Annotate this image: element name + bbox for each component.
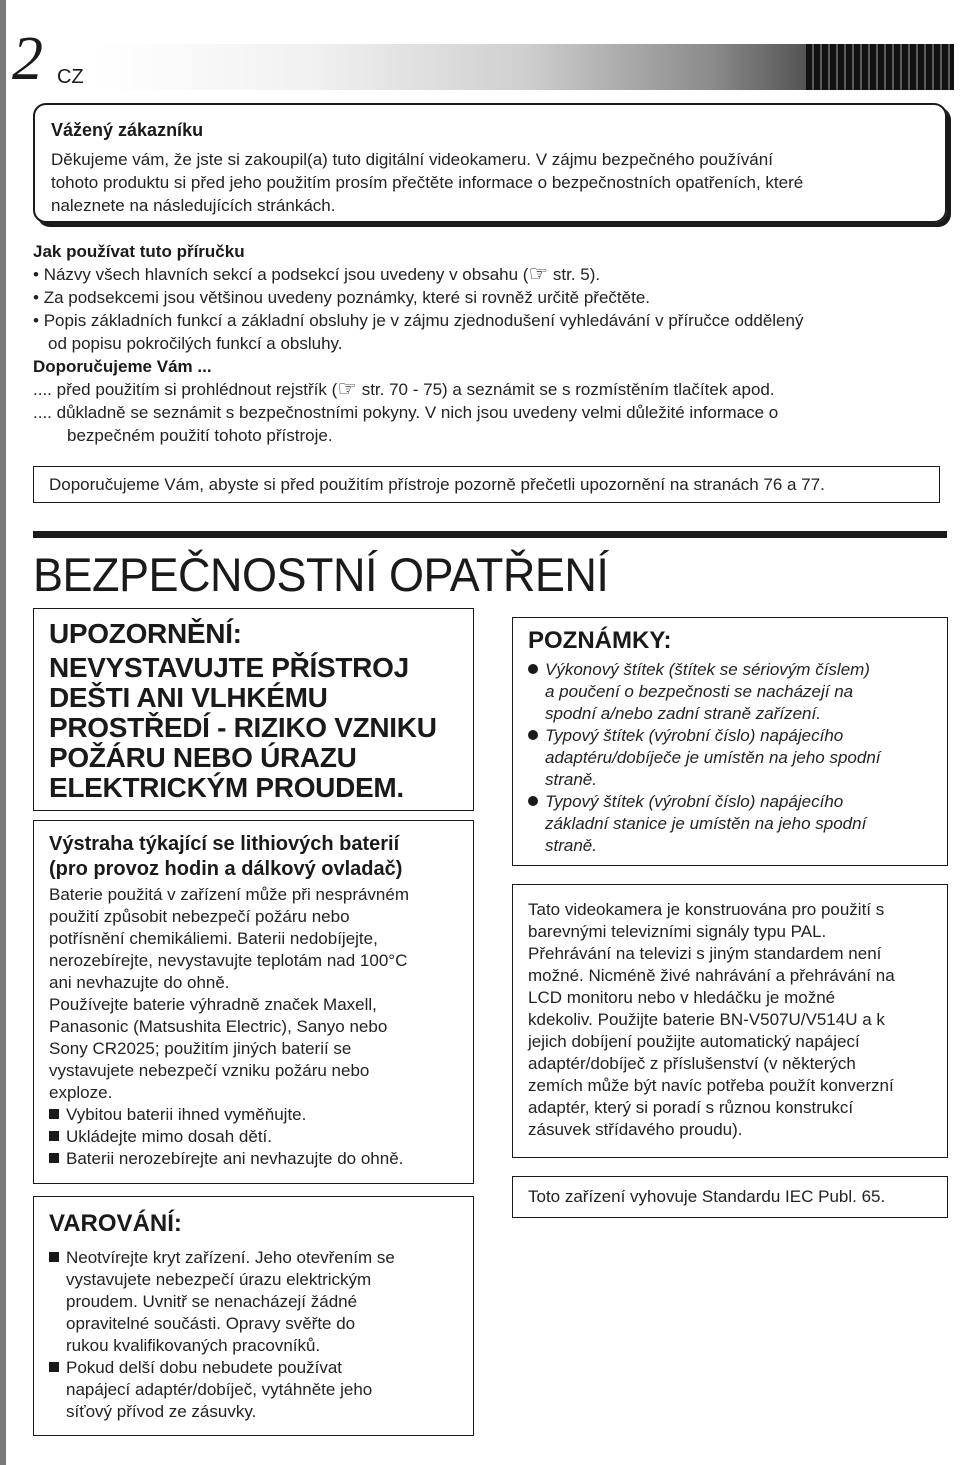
note-box: Doporučujeme Vám, abyste si před použitím přístroje pozorně přečetli upozornění na stranách 76 a 77. [33, 466, 940, 503]
welcome-line: Děkujeme vám, že jste si zakoupil(a) tuto digitální videokameru. V zájmu bezpečného používání [51, 150, 773, 169]
howto-bullet: • Názvy všech hlavních sekcí a podsekcí jsou uvedeny v obsahu (☞ str. 5). [33, 261, 601, 286]
battery-item: Vybitou baterii ihned vyměňujte. [49, 1104, 473, 1126]
varovani-title: VAROVÁNÍ: [49, 1210, 182, 1237]
battery-item: Ukládejte mimo dosah dětí. [49, 1126, 473, 1148]
welcome-line: tohoto produktu si před jeho použitím prosím přečtěte informace o bezpečnostních opatřeních, které [51, 173, 804, 192]
welcome-box [33, 103, 947, 223]
poznamky-item: Výkonový štítek (štítek se sériovým číslem) a poučení o bezpečnosti se nacházejí na spodní a/nebo zadní straně zařízení. [528, 659, 947, 725]
language-code: CZ [57, 66, 84, 88]
pal-line: jejich dobíjení použijte automatický napájecí [528, 1032, 860, 1051]
warning-line: POŽÁRU NEBO ÚRAZU [49, 742, 357, 773]
warning-heading: UPOZORNĚNÍ: [49, 618, 242, 649]
square-bullet-icon [49, 1252, 59, 1262]
battery-title: Výstraha týkající se lithiových baterií [49, 833, 400, 855]
pal-line: zásuvek střídavého proudu). [528, 1120, 743, 1139]
hand-pointer-icon: ☞ [528, 261, 549, 286]
header-stripes [806, 44, 954, 90]
poznamky-title: POZNÁMKY: [528, 627, 672, 654]
varovani-box [33, 1196, 474, 1436]
battery-box [33, 820, 474, 1184]
howto-bullet: • Popis základních funkcí a základní obsluhy je v zájmu zjednodušení vyhledávání v příručce oddělený od popisu pokročilých funkcí a obsluhy. [33, 311, 804, 353]
battery-item: Baterii nerozebírejte ani nevhazujte do ohně. [49, 1148, 473, 1170]
page-number: 2 [12, 25, 43, 93]
warning-box [33, 608, 474, 811]
dot-bullet-icon [528, 796, 538, 806]
pal-line: barevnými televizními signály typu PAL. [528, 922, 827, 941]
warning-line: DEŠTI ANI VLHKÉMU [49, 682, 328, 713]
pal-line: Tato videokamera je konstruována pro použití s [528, 900, 885, 919]
battery-text: Baterie použitá v zařízení může při nesprávném použití způsobit nebezpečí požáru nebo potřísnění chemikáliemi. Baterii nedobíjejte, nerozebírejte, nevystavujte teplotám nad 100°C ani nevhazujte do ohně. Používejte baterie výhradně značek Maxell, Panasonic (Matsushita Electric), Sanyo nebo Sony CR2025; použitím jiných baterií se vystavujete nebezpečí vzniku požáru nebo exploze. [49, 885, 410, 1102]
poznamky-box [512, 617, 948, 866]
iec-box: Toto zařízení vyhovuje Standardu IEC Publ. 65. [512, 1176, 948, 1218]
welcome-title: Vážený zákazníku [51, 120, 204, 140]
hand-pointer-icon: ☞ [337, 376, 357, 401]
recommend-item: .... před použitím si prohlédnout rejstřík (☞ str. 70 - 75) a seznámit se s rozmístěním tlačítek apod. [33, 376, 775, 401]
section-rule [33, 531, 947, 538]
square-bullet-icon [49, 1109, 59, 1119]
welcome-line: naleznete na následujících stránkách. [51, 196, 336, 215]
howto-section [33, 240, 947, 447]
dot-bullet-icon [528, 730, 538, 740]
howto-title: Jak používat tuto příručku [33, 242, 245, 261]
varovani-item: Pokud delší dobu nebudete používat napájecí adaptér/dobíječ, vytáhněte jeho síťový přívod ze zásuvky. [49, 1357, 473, 1423]
left-edge-bar [0, 0, 6, 1465]
poznamky-item: Typový štítek (výrobní číslo) napájecího adaptéru/dobíječe je umístěn na jeho spodní straně. [528, 725, 947, 791]
recommend-item: .... důkladně se seznámit s bezpečnostními pokyny. V nich jsou uvedeny velmi důležité informace o bezpečném použití tohoto přístroje. [33, 403, 779, 445]
pal-line: kdekoliv. Použijte baterie BN-V507U/V514U a k [528, 1010, 885, 1029]
varovani-item: Neotvírejte kryt zařízení. Jeho otevřením se vystavujete nebezpečí úrazu elektrickým proudem. Uvnitř se nenacházejí žádné opravitelné součásti. Opravy svěřte do rukou kvalifikovaných pracovníků. [49, 1247, 473, 1357]
square-bullet-icon [49, 1131, 59, 1141]
warning-line: PROSTŘEDÍ - RIZIKO VZNIKU [49, 712, 437, 743]
header-gradient-bar [96, 44, 954, 90]
pal-line: adaptér/dobíječ z příslušenství (v některých [528, 1054, 856, 1073]
battery-subtitle: (pro provoz hodin a dálkový ovladač) [49, 858, 403, 880]
section-title: BEZPEČNOSTNÍ OPATŘENÍ [33, 548, 609, 602]
warning-line: ELEKTRICKÝM PROUDEM. [49, 772, 404, 803]
pal-info-box [512, 884, 948, 1158]
recommend-title: Doporučujeme Vám ... [33, 357, 212, 376]
pal-line: zemích může být navíc potřeba použít konverzní [528, 1076, 894, 1095]
pal-line: adaptér, který si poradí s různou konstrukcí [528, 1098, 854, 1117]
dot-bullet-icon [528, 664, 538, 674]
howto-bullet: • Za podsekcemi jsou většinou uvedeny poznámky, které si rovněž určitě přečtěte. [33, 288, 651, 307]
poznamky-item: Typový štítek (výrobní číslo) napájecího základní stanice je umístěn na jeho spodní straně. [528, 791, 947, 857]
pal-line: LCD monitoru nebo v hledáčku je možné [528, 988, 836, 1007]
warning-line: NEVYSTAVUJTE PŘÍSTROJ [49, 652, 409, 683]
square-bullet-icon [49, 1362, 59, 1372]
pal-line: Přehrávání na televizi s jiným standardem není [528, 944, 882, 963]
square-bullet-icon [49, 1153, 59, 1163]
pal-line: možné. Nicméně živé nahrávání a přehrávání na [528, 966, 895, 985]
